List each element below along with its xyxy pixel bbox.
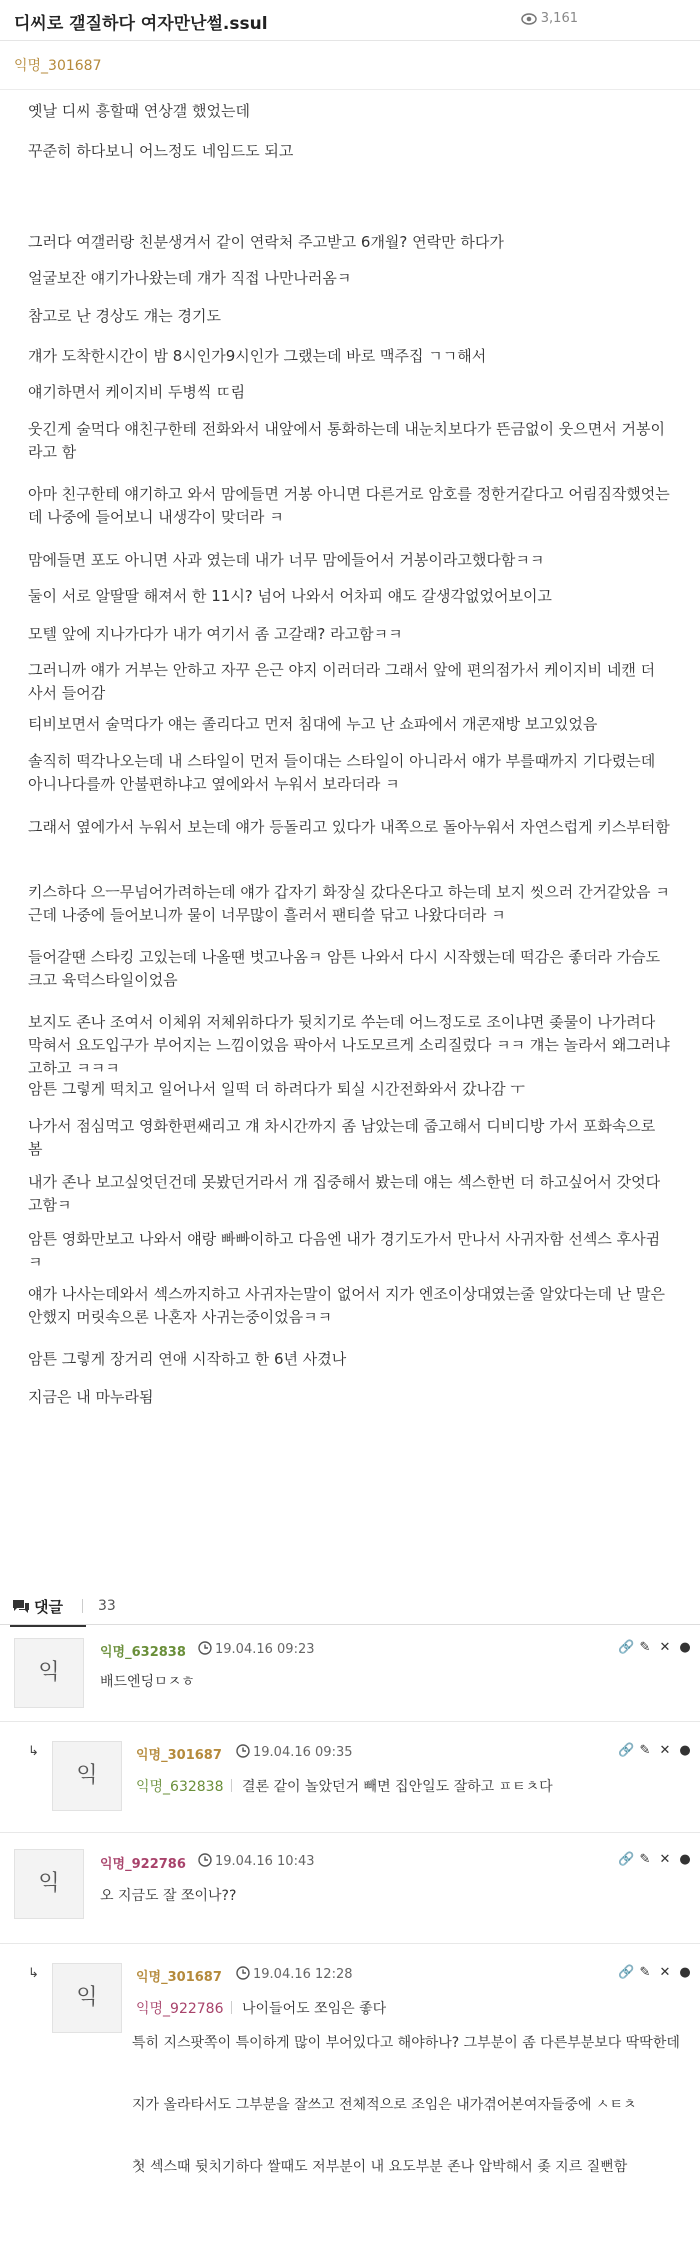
comment-author[interactable]: 익명_632838 [100, 1645, 186, 1660]
comment-author[interactable]: 익명_301687 [136, 1748, 222, 1763]
edit-icon[interactable]: ✎ [639, 1965, 651, 1980]
paragraph: 내가 존나 보고싶엇던건데 못봤던거라서 개 집중해서 봤는데 얘는 섹스한번 더 하고싶어서 갓엇다고함ㅋ [28, 1173, 661, 1214]
paragraph: 암튼 그렇게 장거리 연애 시작하고 한 6년 사겼나 [28, 1350, 347, 1368]
view-count [521, 11, 578, 26]
paragraph: 꾸준히 하다보니 어느정도 네임드도 되고 [28, 142, 294, 160]
comment-tab-bar [0, 1586, 700, 1626]
reply-arrow-icon: ↳ [28, 1744, 39, 1759]
edit-icon[interactable]: ✎ [639, 1852, 651, 1867]
paragraph: 둘이 서로 알딸딸 해져서 한 11시? 넘어 나와서 어차피 얘도 갈생각없었어보이고 [28, 587, 552, 605]
comment-text: 오 지금도 잘 쪼이나?? [100, 1888, 237, 1904]
paragraph: 그래서 옆에가서 누워서 보는데 얘가 등돌리고 있다가 내쪽으로 돌아누워서 자연스럽게 키스부터함 [28, 818, 670, 836]
close-icon[interactable]: ✕ [659, 1640, 671, 1655]
comment-text: 나이들어도 쪼임은 좋다 [242, 2001, 387, 2017]
post-author[interactable]: 익명_301687 [14, 58, 102, 74]
close-icon[interactable]: ✕ [659, 1743, 671, 1758]
link-icon[interactable]: 🔗 [618, 1965, 635, 1980]
comment-time: 19.04.16 09:35 [236, 1744, 353, 1760]
avatar: 익 [52, 1741, 122, 1811]
paragraph: 티비보면서 술먹다가 얘는 졸리다고 먼저 침대에 누고 난 쇼파에서 개콘재방 보고있었음 [28, 715, 598, 733]
comment-tab[interactable] [12, 1596, 63, 1617]
reply-item [0, 1944, 700, 2243]
chat-icon [12, 1599, 30, 1614]
link-icon[interactable]: 🔗 [618, 1743, 635, 1758]
comment-item [0, 1833, 700, 1943]
close-icon[interactable]: ✕ [659, 1852, 671, 1867]
paragraph: 솔직히 떡각나오는데 내 스타일이 먼저 들이대는 스타일이 아니라서 얘가 부를때까지 기다렸는데 아니나다를까 안불편하냐고 옆에와서 누워서 보라더라 ㅋ [28, 752, 656, 793]
reply-target[interactable]: 익명_922786 [136, 1998, 232, 2018]
paragraph: 모텔 앞에 지나가다가 내가 여기서 좀 고갈래? 라고함ㅋㅋ [28, 625, 403, 643]
clock-icon [198, 1641, 212, 1655]
paragraph: 보지도 존나 조여서 이체위 저체위하다가 뒷치기로 쑤는데 어느정도로 조이냐면 좆물이 나가려다 막혀서 요도입구가 부어지는 느낌이었음 팍아서 나도모르게 소리질렀다 ㅋㅋ 걔는 놀라서 왜그러냐고하고 ㅋㅋㅋ [28, 1013, 670, 1077]
comment-actions [612, 1640, 692, 1655]
comment-text-extra: 지가 올라타서도 그부분을 잘쓰고 전체적으로 조임은 내가겪어본여자들중에 ㅅㅌㅊ [132, 2097, 637, 2113]
paragraph: 웃긴게 술먹다 얘친구한테 전화와서 내앞에서 통화하는데 내눈치보다가 뜬금없이 웃으면서 거봉이라고 함 [28, 420, 666, 461]
paragraph: 암튼 영화만보고 나와서 얘랑 빠빠이하고 다음엔 내가 경기도가서 만나서 사귀자함 선섹스 후사귐 ㅋ [28, 1230, 661, 1271]
reply-target[interactable]: 익명_632838 [136, 1776, 232, 1796]
paragraph: 암튼 그렇게 떡치고 일어나서 일떡 더 하려다가 퇴실 시간전화와서 갔나감 ㅜ [28, 1080, 525, 1098]
paragraph: 얘기하면서 케이지비 두병씩 ㄸ림 [28, 383, 246, 401]
author-bar [0, 41, 700, 90]
paragraph: 참고로 난 경상도 걔는 경기도 [28, 307, 221, 325]
speech-bubble-icon[interactable]: ● [679, 1965, 691, 1980]
avatar: 익 [14, 1849, 84, 1919]
clock-icon [198, 1853, 212, 1867]
comment-text: 결론 같이 놀았던거 빼면 집안일도 잘하고 ㅍㅌㅊ다 [242, 1779, 553, 1795]
tab-separator [82, 1599, 83, 1613]
speech-bubble-icon[interactable]: ● [679, 1852, 691, 1867]
paragraph: 그러다 여갤러랑 친분생겨서 같이 연락처 주고받고 6개월? 연락만 하다가 [28, 233, 504, 251]
paragraph: 맘에들면 포도 아니면 사과 였는데 내가 너무 맘에들어서 거봉이라고했다함ㅋㅋ [28, 551, 545, 569]
clock-icon [236, 1966, 250, 1980]
paragraph: 옛날 디씨 흥할때 연상갤 했었는데 [28, 102, 250, 120]
comment-text-extra: 첫 섹스때 뒷치기하다 쌀때도 저부분이 내 요도부분 존나 압박해서 좆 지르 질뻔함 [132, 2159, 628, 2175]
paragraph: 얘가 나사는데와서 섹스까지하고 사귀자는말이 없어서 지가 엔조이상대였는줄 알았다는데 난 말은 안했지 머릿속으론 나혼자 사귀는중이었음ㅋㅋ [28, 1285, 666, 1326]
link-icon[interactable]: 🔗 [618, 1852, 635, 1867]
comment-author[interactable]: 익명_301687 [136, 1970, 222, 1985]
edit-icon[interactable]: ✎ [639, 1743, 651, 1758]
paragraph: 아마 친구한테 얘기하고 와서 맘에들면 거봉 아니면 다른거로 암호를 정한거같다고 어림짐작했엇는데 나중에 들어보니 내생각이 맞더라 ㅋ [28, 485, 670, 526]
comment-item [0, 1625, 700, 1721]
paragraph: 지금은 내 마누라됨 [28, 1388, 154, 1406]
comment-text: 배드엔딩ㅁㅈㅎ [100, 1674, 195, 1690]
comment-time: 19.04.16 10:43 [198, 1853, 315, 1869]
comment-time: 19.04.16 12:28 [236, 1966, 353, 1982]
reply-item [0, 1722, 700, 1832]
comment-count: 33 [98, 1598, 116, 1614]
comment-time: 19.04.16 09:23 [198, 1641, 315, 1657]
link-icon[interactable]: 🔗 [618, 1640, 635, 1655]
paragraph: 그러니까 얘가 거부는 안하고 자꾸 은근 야지 이러더라 그래서 앞에 편의점가서 케이지비 네캔 더 사서 들어감 [28, 661, 656, 702]
comment-actions [612, 1965, 692, 1980]
edit-icon[interactable]: ✎ [639, 1640, 651, 1655]
close-icon[interactable]: ✕ [659, 1965, 671, 1980]
paragraph: 얼굴보잔 얘기가나왔는데 걔가 직접 나만나러옴ㅋ [28, 269, 352, 287]
paragraph: 걔가 도착한시간이 밤 8시인가9시인가 그랬는데 바로 맥주집 ㄱㄱ해서 [28, 347, 487, 365]
view-count-value: 3,161 [540, 11, 578, 26]
eye-icon [521, 13, 537, 25]
speech-bubble-icon[interactable]: ● [679, 1640, 691, 1655]
paragraph: 들어갈땐 스타킹 고있는데 나올땐 벗고나옴ㅋ 암튼 나와서 다시 시작했는데 떡감은 좋더라 가슴도 크고 육덕스타일이었음 [28, 948, 661, 989]
post-header [0, 0, 700, 41]
speech-bubble-icon[interactable]: ● [679, 1743, 691, 1758]
clock-icon [236, 1744, 250, 1758]
post-title: 디씨로 갤질하다 여자만난썰.ssul [14, 14, 268, 34]
paragraph: 나가서 점심먹고 영화한편쌔리고 걔 차시간까지 좀 남았는데 줍고해서 디비디방 가서 포화속으로 봄 [28, 1117, 656, 1158]
comment-actions [612, 1852, 692, 1867]
avatar: 익 [14, 1638, 84, 1708]
reply-arrow-icon: ↳ [28, 1966, 39, 1981]
comment-actions [612, 1743, 692, 1758]
paragraph: 키스하다 으ㅡ무넘어가려하는데 얘가 갑자기 화장실 갔다온다고 하는데 보지 씻으러 간거같았음 ㅋ 근데 나중에 들어보니까 물이 너무많이 흘러서 팬티쓸 닦고 나왔다더라 ㅋ [28, 883, 670, 924]
comment-text-extra: 특히 지스팟쪽이 특이하게 많이 부어있다고 해야하나? 그부분이 좀 다른부분보다 딱딱한데 [132, 2035, 680, 2051]
avatar: 익 [52, 1963, 122, 2033]
comment-author[interactable]: 익명_922786 [100, 1857, 186, 1872]
comment-tab-label: 댓글 [34, 1598, 63, 1616]
